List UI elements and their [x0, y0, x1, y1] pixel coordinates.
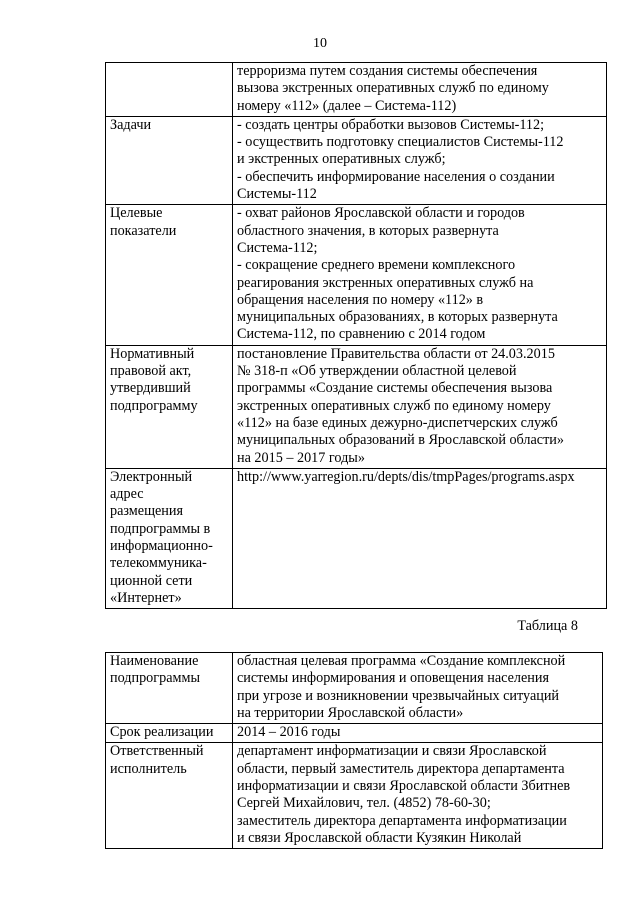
program-passport-table [105, 62, 607, 609]
row-value-url: http://www.yarregion.ru/depts/dis/tmpPages/programs.aspx [233, 468, 607, 608]
table-row [106, 653, 603, 724]
table-caption: Таблица 8 [517, 618, 578, 634]
row-label [106, 63, 233, 117]
table-row [106, 468, 607, 608]
row-value: департамент информатизации и связи Ярославской области, первый заместитель директора департамента информатизации и связи Ярославской области Збитнев Сергей Михайлович, тел. (4852) 78-60-30; заместитель директора департамента информатизации и связи Ярославской области Кузякин Николай [233, 743, 603, 849]
table-row [106, 63, 607, 117]
row-label: Срок реализации [106, 724, 233, 743]
page-number: 10 [313, 36, 327, 51]
table-row [106, 205, 607, 345]
row-value: терроризма путем создания системы обеспечения вызова экстренных оперативных служб по единому номеру «112» (далее – Система-112) [233, 63, 607, 117]
table-row [106, 724, 603, 743]
subprogram-passport-table [105, 652, 603, 849]
table-row [106, 743, 603, 849]
row-label: Целевые показатели [106, 205, 233, 345]
row-label: Ответственный исполнитель [106, 743, 233, 849]
row-value: 2014 – 2016 годы [233, 724, 603, 743]
row-label: Наименование подпрограммы [106, 653, 233, 724]
row-value: - охват районов Ярославской области и городов областного значения, в которых развернута Система-112; - сокращение среднего времени комплексного реагирования экстренных оперативных служб на обращения населения по номеру «112» в муниципальных образованиях, в которых развернута Система-112, по сравнению с 2014 годом [233, 205, 607, 345]
row-value: постановление Правительства области от 24.03.2015 № 318-п «Об утверждении областной целевой программы «Создание системы обеспечения вызова экстренных оперативных служб по единому номеру «112» на базе единых дежурно-диспетчерских служб муниципальных образований в Ярославской области» на 2015 – 2017 годы» [233, 345, 607, 468]
row-label: Нормативный правовой акт, утвердивший подпрограмму [106, 345, 233, 468]
row-label: Задачи [106, 116, 233, 204]
table-row [106, 116, 607, 204]
row-value: - создать центры обработки вызовов Системы-112; - осуществить подготовку специалистов Системы-112 и экстренных оперативных служб; - обеспечить информирование населения о создании Системы-112 [233, 116, 607, 204]
table-row [106, 345, 607, 468]
row-label: Электронный адрес размещения подпрограммы в информационно- телекоммуника- ционной сети «Интернет» [106, 468, 233, 608]
row-value: областная целевая программа «Создание комплексной системы информирования и оповещения населения при угрозе и возникновении чрезвычайных ситуаций на территории Ярославской области» [233, 653, 603, 724]
